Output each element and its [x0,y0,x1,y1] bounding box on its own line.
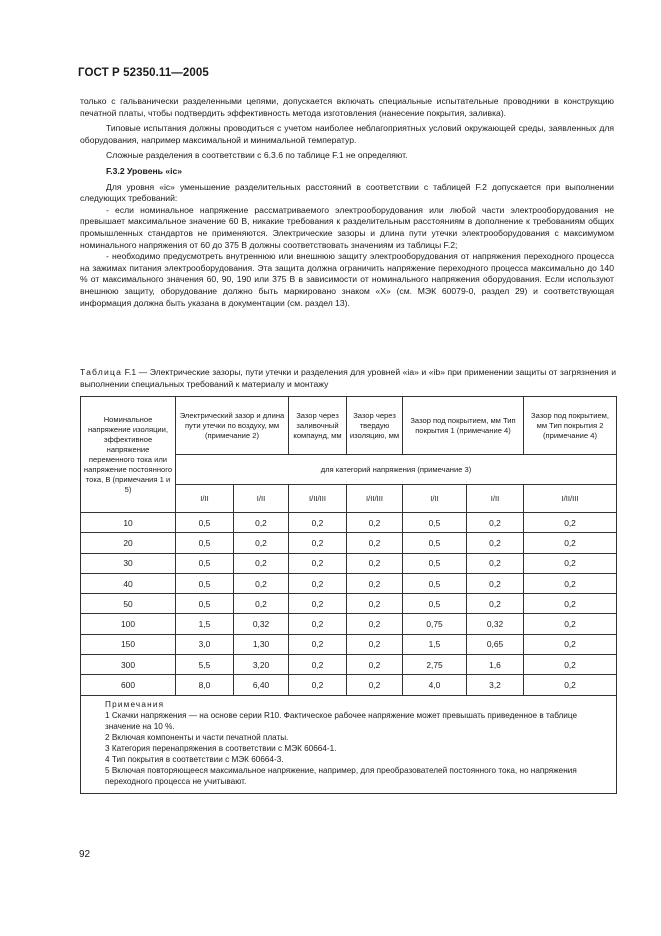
value-cell: 0,2 [347,533,403,553]
value-cell: 1,30 [234,634,289,654]
subheader-cell: I/II [467,485,524,513]
subheader-cell: I/II [403,485,467,513]
note-item: 3 Категория перенапряжения в соответствии с МЭК 60664-1. [105,743,337,753]
table-caption-text: F.1 — Электрические зазоры, пути утечки и разделения для уровней «ia» и «ib» при применении защиты от загрязнения и выполнении специальных требований к материалу и монтажу [80,367,616,389]
value-cell: 1,6 [467,655,524,675]
table-row [81,553,617,573]
value-cell: 0,2 [467,553,524,573]
section-heading: F.3.2 Уровень «ic» [106,165,183,176]
value-cell: 0,2 [347,614,403,634]
subheader-cell: I/II/III [289,485,347,513]
value-cell: 0,2 [289,553,347,573]
value-cell: 0,5 [176,513,234,533]
value-cell: 0,2 [289,594,347,614]
table-row [81,634,617,654]
note-item: 5 Включая повторяющееся максимальное напряжение, например, для преобразователей постоянного тока, но напряжения переходного процесса не учитывают. [105,765,577,786]
table-row [81,513,617,533]
voltage-cell: 100 [81,614,176,634]
notes-title: Примечания [105,699,165,709]
table-row [81,533,617,553]
voltage-cell: 40 [81,573,176,593]
value-cell: 0,2 [289,614,347,634]
value-cell: 1,5 [403,634,467,654]
note-item: 1 Скачки напряжения — на основе серии R10. Фактическое рабочее напряжение может превышать приведенное в таблице значение на 10 %. [105,710,578,731]
value-cell: 0,32 [467,614,524,634]
value-cell: 0,2 [524,675,617,695]
value-cell: 0,2 [234,594,289,614]
value-cell: 0,2 [234,513,289,533]
value-cell: 8,0 [176,675,234,695]
value-cell: 0,2 [467,594,524,614]
paragraph: Типовые испытания должны проводиться с учетом наиболее неблагоприятных условий окружающей среды, заявленных для оборудования, например максимальной и минимальной температур. [80,123,614,145]
value-cell: 0,5 [403,533,467,553]
value-cell: 0,2 [467,513,524,533]
value-cell: 0,2 [289,675,347,695]
value-cell: 0,32 [234,614,289,634]
header-coating-1: Зазор под покрытием, мм Тип покрытия 1 (примечание 4) [403,397,524,455]
value-cell: 0,2 [524,594,617,614]
table-caption [80,367,616,390]
note-item: 4 Тип покрытия в соответствии с МЭК 60664-3. [105,754,284,764]
header-clearance: Электрический зазор и длина пути утечки по воздуху, мм (примечание 2) [176,397,289,455]
table-row [81,594,617,614]
document-header: ГОСТ Р 52350.11—2005 [78,67,209,79]
subheader-cell: I/II [176,485,234,513]
value-cell: 0,2 [524,573,617,593]
bullet-item: - необходимо предусмотреть внутреннюю или внешнюю защиту электрооборудования от напряжения переходного процесса на зажимах питания электрооборудования. Эта защита должна ограничить напряжение переходного процесса максимально до 140 % от максимального значения 60, 90, 190 или 375 В в зависимости от номинального напряжения оборудования. Если используют внешнюю защиту, оборудование должно быть маркировано знаком «X» (см. МЭК 60079-0, раздел 29) и соответствующая информация должна быть указана в документации (см. раздел 13). [80,251,614,308]
value-cell: 0,2 [524,634,617,654]
value-cell: 0,5 [403,594,467,614]
value-cell: 0,2 [289,533,347,553]
value-cell: 0,65 [467,634,524,654]
value-cell: 0,2 [524,513,617,533]
table-row [81,614,617,634]
voltage-cell: 20 [81,533,176,553]
clearance-table [80,396,617,794]
subheader-cell: I/II/III [524,485,617,513]
header-solid: Зазор через твердую изоляцию, мм [347,397,403,455]
header-categories: для категорий напряжения (примечание 3) [176,455,617,485]
value-cell: 0,2 [234,533,289,553]
value-cell: 0,2 [524,533,617,553]
voltage-cell: 30 [81,553,176,573]
paragraph: Сложные разделения в соответствии с 6.3.6 по таблице F.1 не определяют. [106,150,408,161]
value-cell: 0,2 [347,634,403,654]
value-cell: 0,5 [403,553,467,573]
header-coating-2: Зазор под покрытием, мм Тип покрытия 2 (примечание 4) [524,397,617,455]
page-number: 92 [79,849,91,860]
value-cell: 3,0 [176,634,234,654]
value-cell: 5,5 [176,655,234,675]
table-notes [81,695,617,793]
value-cell: 0,2 [467,533,524,553]
value-cell: 0,2 [467,573,524,593]
value-cell: 0,75 [403,614,467,634]
table-row [81,655,617,675]
voltage-cell: 600 [81,675,176,695]
subheader-cell: I/II/III [347,485,403,513]
paragraph: Для уровня «ic» уменьшение разделительных расстояний в соответствии с таблицей F.2 допускается при выполнении следующих требований: [80,181,614,204]
subheader-cell: I/II [234,485,289,513]
table-caption-label: Таблица [80,367,123,377]
value-cell: 0,2 [289,655,347,675]
voltage-cell: 50 [81,594,176,614]
header-compound: Зазор через заливочный компаунд, мм [289,397,347,455]
value-cell: 0,2 [524,614,617,634]
value-cell: 0,2 [347,675,403,695]
value-cell: 3,2 [467,675,524,695]
value-cell: 0,5 [176,533,234,553]
value-cell: 0,2 [347,655,403,675]
value-cell: 0,2 [347,553,403,573]
body-text [80,96,614,309]
paragraph: только с гальванически разделенными цепями, допускается включать специальные испытательные проводники в конструкцию печатной платы, чтобы подтвердить эффективность метода изготовления (нанесение покрытия, заливка). [80,96,614,118]
voltage-cell: 150 [81,634,176,654]
value-cell: 4,0 [403,675,467,695]
table-row [81,675,617,695]
value-cell: 0,2 [289,513,347,533]
value-cell: 0,5 [176,594,234,614]
value-cell: 0,2 [289,573,347,593]
value-cell: 1,5 [176,614,234,634]
table-row [81,573,617,593]
value-cell: 0,2 [524,655,617,675]
value-cell: 0,2 [347,573,403,593]
value-cell: 0,2 [234,573,289,593]
voltage-cell: 10 [81,513,176,533]
value-cell: 0,2 [524,553,617,573]
bullet-item: - если номинальное напряжение рассматриваемого электрооборудования или любой части электрооборудования не превышает максимальное значение 60 В, никакие требования к разделительным расстояниям в дополнение к требованиям общих промышленных стандартов не применяются. Электрические зазоры и длина пути утечки электрооборудования с максимумом номинального напряжения от 60 до 375 В должны соответствовать значениям из таблицы F.2; [80,204,614,250]
value-cell: 6,40 [234,675,289,695]
value-cell: 0,2 [234,553,289,573]
value-cell: 0,2 [347,594,403,614]
value-cell: 0,2 [289,634,347,654]
voltage-cell: 300 [81,655,176,675]
value-cell: 2,75 [403,655,467,675]
header-voltage: Номинальное напряжение изоляции, эффективное напряжение переменного тока или напряжение постоянного тока, В (примечания 1 и 5) [81,397,176,513]
value-cell: 0,5 [403,573,467,593]
value-cell: 0,5 [176,573,234,593]
value-cell: 0,5 [403,513,467,533]
note-item: 2 Включая компоненты и части печатной платы. [105,732,289,742]
value-cell: 3,20 [234,655,289,675]
value-cell: 0,5 [176,553,234,573]
value-cell: 0,2 [347,513,403,533]
